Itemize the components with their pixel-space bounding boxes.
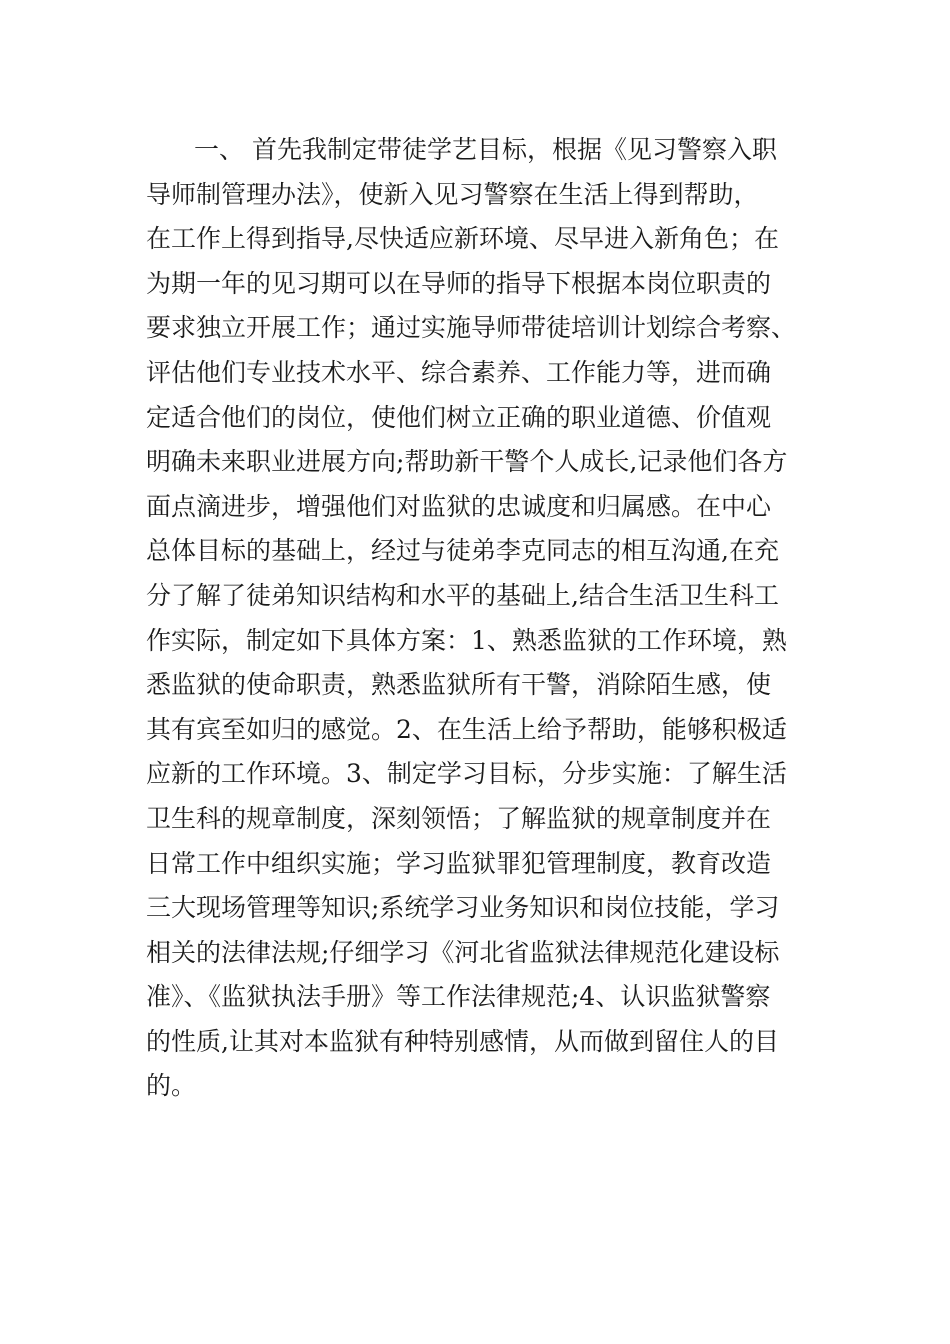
text-line: 在工作上得到指导,尽快适应新环境、尽早进入新角色；在 — [146, 224, 779, 254]
text-line: 明确未来职业进展方向;帮助新干警个人成长,记录他们各方 — [146, 447, 788, 477]
text-line: 的性质,让其对本监狱有种特别感情，从而做到留住人的目 — [146, 1026, 779, 1056]
text-line: 定适合他们的岗位，使他们树立正确的职业道德、价值观 — [146, 402, 772, 432]
body-paragraph — [146, 128, 826, 1109]
text-line: 悉监狱的使命职责，熟悉监狱所有干警，消除陌生感，使 — [146, 670, 772, 700]
text-line: 要求独立开展工作；通过实施导师带徒培训计划综合考察、 — [146, 313, 797, 343]
text-line: 日常工作中组织实施；学习监狱罪犯管理制度，教育改造 — [146, 848, 772, 878]
text-line: 评估他们专业技术水平、综合素养、工作能力等，进而确 — [146, 357, 772, 387]
text-line: 一、 首先我制定带徒学艺目标，根据《见习警察入职 — [194, 135, 777, 164]
text-line: 面点滴进步，增强他们对监狱的忠诚度和归属感。在中心 — [146, 491, 772, 521]
text-line: 相关的法律法规;仔细学习《河北省监狱法律规范化建设标 — [146, 937, 780, 967]
text-line: 其有宾至如归的感觉。2、在生活上给予帮助，能够积极适 — [146, 714, 787, 744]
text-line: 为期一年的见习期可以在导师的指导下根据本岗位职责的 — [146, 268, 772, 298]
text-line: 导师制管理办法》，使新入见习警察在生活上得到帮助， — [146, 179, 759, 209]
text-line: 总体目标的基础上，经过与徒弟李克同志的相互沟通,在充 — [146, 536, 779, 566]
text-line: 的。 — [146, 1071, 197, 1101]
text-line: 应新的工作环境。3、制定学习目标，分步实施：了解生活 — [146, 759, 787, 789]
text-line: 卫生科的规章制度，深刻领悟；了解监狱的规章制度并在 — [146, 803, 772, 833]
text-line: 分了解了徒弟知识结构和水平的基础上,结合生活卫生科工 — [146, 580, 779, 610]
text-line: 三大现场管理等知识;系统学习业务知识和岗位技能，学习 — [146, 893, 780, 923]
text-line: 作实际，制定如下具体方案：1、熟悉监狱的工作环境，熟 — [146, 625, 787, 655]
text-line: 准》、《监狱执法手册》等工作法律规范;4、认识监狱警察 — [146, 982, 771, 1012]
